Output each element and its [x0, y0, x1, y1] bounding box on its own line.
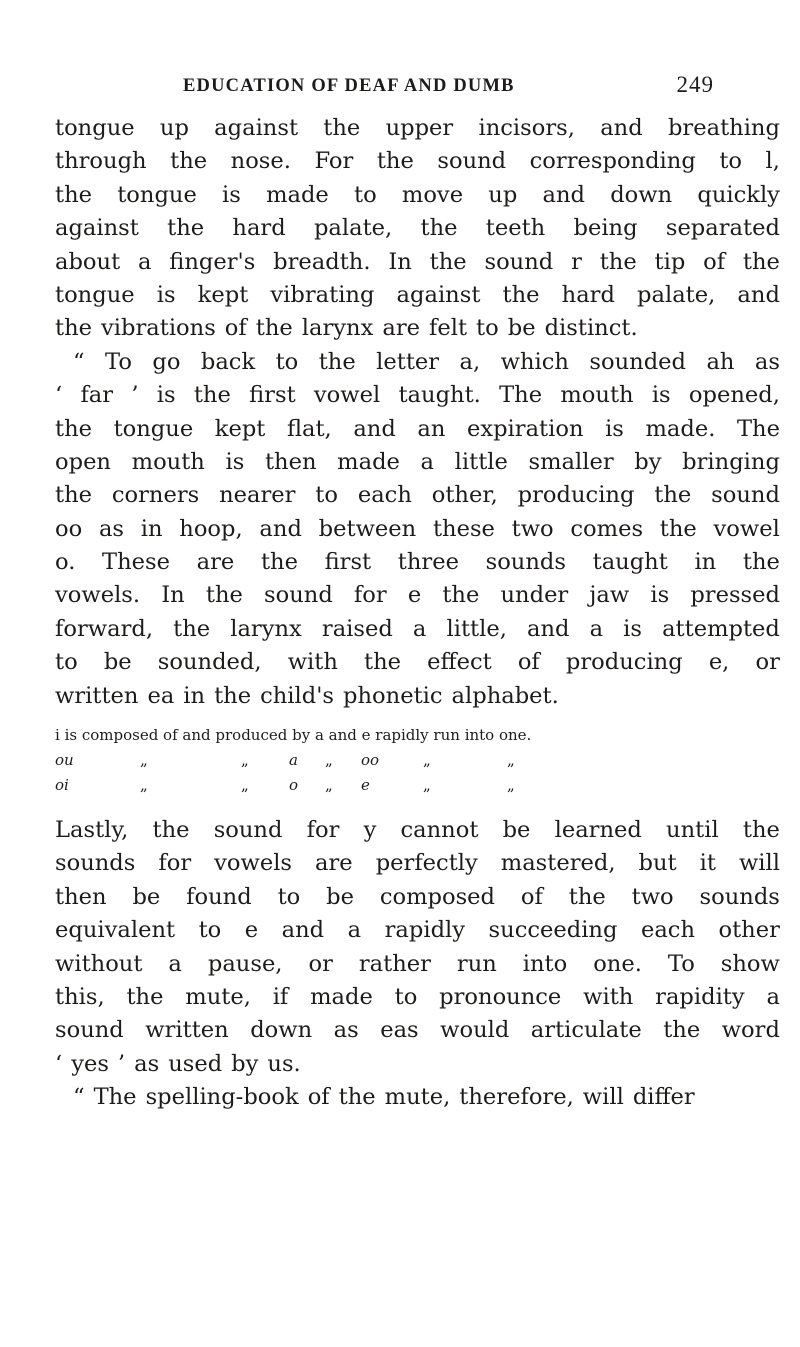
spacer — [55, 713, 780, 723]
table-cell: i is composed of and produced by a and e rapidly run into one. — [55, 726, 532, 745]
paragraph — [55, 814, 780, 1081]
table-cell: ou — [55, 751, 74, 770]
paragraph — [55, 346, 780, 713]
text-line: “ To go back to the letter a, which sounded ah as — [73, 348, 780, 375]
table-row — [55, 723, 780, 748]
text-line: then be found to be composed of the two sounds — [55, 883, 780, 910]
text-line: about a finger's breadth. In the sound r the tip of the — [55, 248, 780, 275]
ditto-mark: „ — [423, 776, 431, 795]
text-line: equivalent to e and a rapidly succeeding each other — [55, 917, 780, 944]
text-line: this, the mute, if made to pronounce with rapidity a — [55, 983, 780, 1010]
table-cell: oo — [361, 751, 380, 770]
table-cell: o — [289, 776, 299, 795]
ditto-mark: „ — [423, 751, 431, 770]
ditto-mark: „ — [507, 751, 515, 770]
text-line: written ea in the child's phonetic alphabet. — [55, 682, 559, 709]
text-line: open mouth is then made a little smaller by bringing — [55, 448, 780, 475]
ditto-mark: „ — [325, 776, 333, 795]
text-line: forward, the larynx raised a little, and a is attempted — [55, 615, 780, 642]
text-line: without a pause, or rather run into one. To show — [55, 950, 780, 977]
text-line: through the nose. For the sound corresponding to l, — [55, 148, 780, 175]
text-line: sounds for vowels are perfectly mastered, but it will — [55, 850, 780, 877]
text-line: to be sounded, with the effect of producing e, or — [55, 649, 780, 676]
text-line: tongue is kept vibrating against the hard palate, and — [55, 281, 780, 308]
text-line: the vibrations of the larynx are felt to be distinct. — [55, 315, 638, 342]
text-line: ‘ far ’ is the first vowel taught. The mouth is opened, — [55, 382, 780, 409]
text-line: sound written down as eas would articulate the word — [55, 1017, 780, 1044]
text-line: o. These are the first three sounds taught in the — [55, 549, 780, 576]
text-line: Lastly, the sound for y cannot be learned until the — [55, 817, 780, 844]
table-row — [55, 773, 780, 798]
table-row — [55, 748, 780, 773]
running-head: EDUCATION OF DEAF AND DUMB — [183, 76, 515, 96]
vowel-composition-table — [55, 723, 780, 798]
paragraph — [55, 1081, 780, 1114]
page-number: 249 — [676, 72, 714, 97]
text-line: “ The spelling-book of the mute, therefore, will differ — [73, 1084, 695, 1111]
page-header — [183, 72, 714, 106]
ditto-mark: „ — [507, 776, 515, 795]
text-line: vowels. In the sound for e the under jaw is pressed — [55, 582, 780, 609]
text-line: the corners nearer to each other, producing the sound — [55, 482, 780, 509]
text-line: the tongue kept flat, and an expiration is made. The — [55, 415, 780, 442]
ditto-mark: „ — [325, 751, 333, 770]
text-line: oo as in hoop, and between these two comes the vowel — [55, 515, 780, 542]
text-line: ‘ yes ’ as used by us. — [55, 1050, 301, 1077]
table-cell: e — [361, 776, 370, 795]
table-cell: oi — [55, 776, 69, 795]
ditto-mark: „ — [140, 776, 148, 795]
text-line: tongue up against the upper incisors, and breathing — [55, 115, 780, 141]
ditto-mark: „ — [140, 751, 148, 770]
text-line: against the hard palate, the teeth being separated — [55, 215, 780, 242]
table-cell: a — [289, 751, 298, 770]
page-body — [55, 112, 780, 1115]
text-line: the tongue is made to move up and down quickly — [55, 181, 780, 208]
ditto-mark: „ — [241, 751, 249, 770]
ditto-mark: „ — [241, 776, 249, 795]
paragraph — [55, 112, 780, 346]
